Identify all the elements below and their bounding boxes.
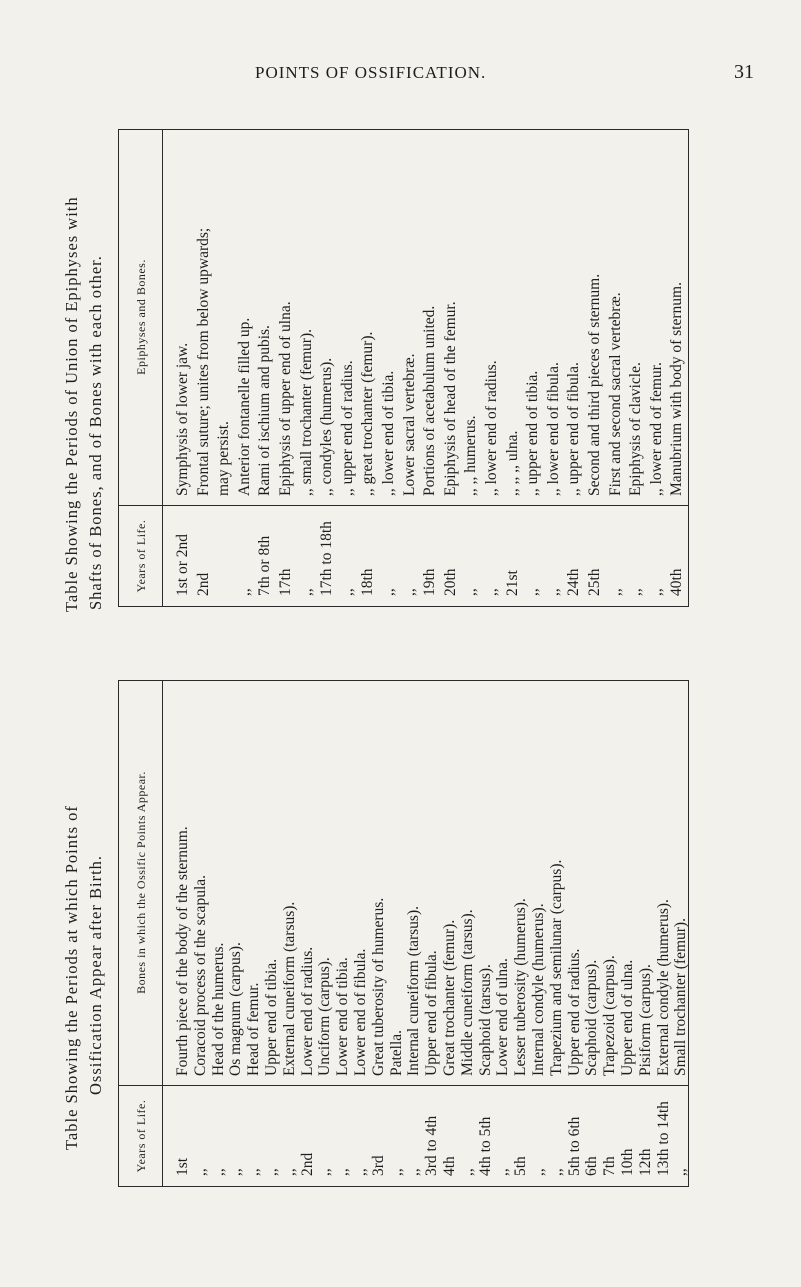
age-cell: 5th [512,1156,530,1176]
table-row [297,130,316,606]
table-row [191,681,210,1186]
table-row [585,130,604,606]
age-cell: ,, [400,588,418,596]
table-row [404,681,423,1186]
description-cell: Coracoid process of the scapula. [191,874,209,1076]
description-cell: Upper end of fibula. [423,950,441,1076]
age-cell: 12th [636,1148,654,1176]
table-row [387,681,406,1186]
page-header [0,63,801,89]
description-cell: External condyle (humerus). [654,899,672,1076]
description-cell: ,, lower end of radius. [483,360,500,496]
age-cell: 4th [441,1156,458,1176]
table-row [422,681,441,1186]
description-cell: First and second sacral vertebræ. [606,292,624,496]
description-cell: Patella. [387,1029,405,1076]
age-cell: 1st [174,1157,191,1176]
table-row [636,681,655,1186]
table-row [315,681,334,1186]
table1-header-row [119,681,163,1186]
age-cell: ,, [405,1168,423,1176]
description-cell: ,, upper end of radius. [338,360,356,496]
description-cell: Portions of acetabulum united. [421,305,439,496]
description-cell: ,, ,, humerus. [462,415,480,496]
table-row [476,681,495,1186]
table-row [582,681,601,1186]
age-cell: 7th [601,1156,619,1176]
table-row [654,681,673,1186]
age-cell: 24th [565,568,583,596]
age-cell: ,, [606,588,624,596]
age-cell: 2nd [298,1152,316,1176]
age-cell: ,, [263,1168,280,1176]
description-cell: Os magnum (carpus). [227,942,245,1076]
age-cell: 17th to 18th [318,521,336,596]
description-cell: Internal cuneiform (tarsus). [405,905,423,1076]
age-cell: ,, [338,588,356,596]
table-row [482,130,501,606]
age-cell: ,, [458,1168,476,1176]
table2-col-age: Years of Life. [133,519,148,593]
table-row [226,681,245,1186]
description-cell: ,, upper end of fibula. [565,362,583,496]
description-cell: Symphysis of lower jaw. [174,342,191,496]
age-cell: 19th [421,568,439,596]
age-cell: ,, [235,588,253,596]
description-cell: Great tuberosity of humerus. [369,897,387,1076]
table-row [565,681,584,1186]
age-cell: ,, [494,1168,512,1176]
age-cell: 1st or 2nd [174,534,191,596]
description-cell: Great trochanter (femur). [441,919,458,1076]
table-row [420,130,439,606]
table-row [671,681,690,1186]
table-row [626,130,645,606]
description-cell: Anterior fontanelle filled up. [235,317,253,496]
description-cell: Upper end of ulna. [619,959,636,1076]
age-cell: 20th [441,568,459,596]
table-row [547,681,566,1186]
description-cell: ,, upper end of tibia. [524,370,542,496]
table-row [358,130,377,606]
age-cell: ,, [547,1168,565,1176]
age-cell: ,, [483,588,500,596]
table1-title-line2: Ossification Appear after Birth. [86,854,105,1095]
age-cell: ,, [352,1168,369,1176]
age-cell: ,, [530,1168,547,1176]
age-cell: 3rd to 4th [423,1115,441,1176]
age-cell: ,, [544,588,562,596]
description-cell: ,, lower end of tibia. [380,370,397,496]
description-cell: ,, small trochanter (femur). [297,329,315,496]
table-row [214,130,233,606]
table-row [338,130,357,606]
age-cell: 40th [668,568,686,596]
table-row [564,130,583,606]
age-cell: 18th [359,568,377,596]
age-cell: ,, [227,1168,245,1176]
table-row [244,681,263,1186]
table2-header-row [119,130,163,606]
description-cell: Middle cuneiform (tarsus). [458,909,476,1076]
description-cell: Upper end of tibia. [263,958,280,1076]
age-cell: 21st [503,570,521,596]
table-row [600,681,619,1186]
table-row [255,130,274,606]
description-cell: ,, great trochanter (femur). [359,331,377,496]
age-cell: ,, [380,588,397,596]
description-cell: Manubrium with body of sternum. [668,282,686,496]
table-row [618,681,637,1186]
description-cell: Second and third pieces of sternum. [586,273,603,496]
age-cell: ,, [209,1168,227,1176]
age-cell: 13th to 14th [654,1101,672,1176]
description-cell: Lower end of fibula. [352,948,369,1076]
table-row [280,681,299,1186]
table1-title-line1: Table Showing the Periods at which Points of [62,805,81,1150]
table-row [523,130,542,606]
running-title: POINTS OF OSSIFICATION. [255,63,487,82]
description-cell: ,, condyles (humerus). [318,357,336,496]
table-row [647,130,666,606]
age-cell: 2nd [194,572,212,596]
description-cell: Internal condyle (humerus). [530,903,547,1076]
description-cell: Lower end of tibia. [334,957,352,1076]
description-cell: Lower sacral vertebræ. [400,353,418,496]
table-row [529,681,548,1186]
page-number: 31 [734,61,754,83]
table-row [333,681,352,1186]
table2-title-line1: Table Showing the Periods of Union of Epiphyses with [62,196,81,612]
description-cell: Scaphoid (carpus). [583,959,601,1076]
age-cell: 6th [583,1156,601,1176]
age-cell: 5th to 6th [565,1116,583,1176]
description-cell: Frontal suture; unites from below upwards; [194,227,212,496]
table2-title-line2: Shafts of Bones, and of Bones with each other. [86,255,105,610]
description-cell: Head of femur. [245,982,263,1076]
age-cell: 7th or 8th [256,535,274,596]
description-cell: Small trochanter (femur). [672,918,690,1076]
description-cell: Lower end of radius. [298,946,316,1076]
table2 [118,129,689,607]
description-cell: Unciform (carpus). [316,957,334,1076]
table-row [209,681,228,1186]
table-row [194,130,213,606]
table-row [369,681,388,1186]
age-cell: 10th [619,1148,636,1176]
table1-col-age: Years of Life. [133,1099,148,1173]
table-row [440,681,459,1186]
description-cell: Scaphoid (tarsus). [476,964,494,1076]
description-cell: ,, lower end of femur. [647,362,665,496]
description-cell: Epiphysis of upper end of ulna. [277,301,294,496]
table-row [379,130,398,606]
table-row [493,681,512,1186]
description-cell: may persist. [215,421,233,496]
age-cell: ,, [672,1168,690,1176]
description-cell: Head of the humerus. [209,942,227,1076]
age-cell: ,, [462,588,480,596]
table-row [173,681,192,1186]
description-cell: Upper end of radius. [565,948,583,1076]
table-row [441,130,460,606]
table-row [503,130,522,606]
age-cell: ,, [316,1168,334,1176]
table-row [235,130,254,606]
age-cell: ,, [627,588,645,596]
description-cell: Epiphysis of head of the femur. [441,301,459,496]
description-cell: Trapezium and semilunar (carpus). [547,859,565,1076]
description-cell: ,, ,, ,, ulna. [503,430,521,496]
description-cell: Pisiform (carpus). [636,964,654,1076]
description-cell: Lesser tuberosity (humerus). [512,898,530,1076]
table-row [606,130,625,606]
age-cell: 4th to 5th [476,1116,494,1176]
table-row [400,130,419,606]
table-row [458,681,477,1186]
description-cell: Rami of ischium and pubis. [256,325,274,496]
table-row [544,130,563,606]
age-cell: ,, [297,588,315,596]
table2-col-desc: Epiphyses and Bones. [133,259,148,375]
table-row [667,130,686,606]
age-cell: ,, [647,588,665,596]
table1-col-desc: Bones in which the Ossific Points Appear. [133,771,148,994]
age-cell: 17th [277,568,294,596]
description-cell: ,, lower end of fibula. [544,362,562,496]
table-row [351,681,370,1186]
table-row [317,130,336,606]
table-row [173,130,192,606]
age-cell: ,, [524,588,542,596]
table2-frame [118,129,689,607]
age-cell: ,, [191,1168,209,1176]
table1 [118,680,689,1187]
description-cell: Lower end of ulna. [494,958,512,1076]
age-cell: ,, [245,1168,263,1176]
table-row [298,681,317,1186]
description-cell: Epiphysis of clavicle. [627,362,645,496]
age-cell: ,, [280,1168,298,1176]
age-cell: 25th [586,568,603,596]
table1-frame [118,680,689,1187]
description-cell: Fourth piece of the body of the sternum. [174,826,191,1076]
age-cell: ,, [334,1168,352,1176]
table-row [461,130,480,606]
table-row [262,681,281,1186]
description-cell: Trapezoid (carpus). [601,955,619,1076]
table-row [276,130,295,606]
description-cell: External cuneiform (tarsus). [280,901,298,1076]
table-row [511,681,530,1186]
age-cell: 3rd [369,1155,387,1176]
age-cell: ,, [387,1168,405,1176]
